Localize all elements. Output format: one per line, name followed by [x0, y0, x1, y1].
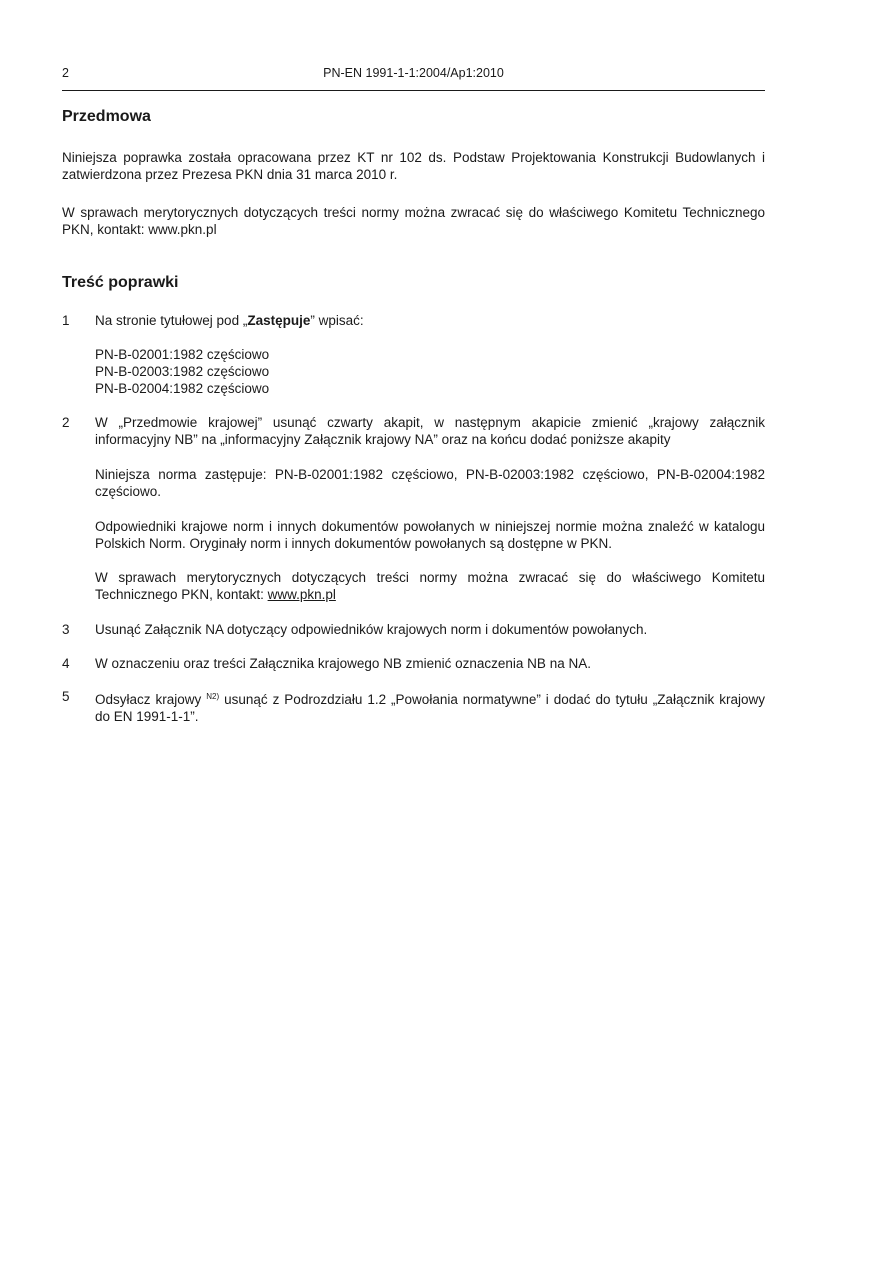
page-header: [62, 66, 765, 86]
pkn-link[interactable]: www.pkn.pl: [267, 587, 336, 602]
replaced-standards-list: [95, 346, 765, 397]
list-item: PN-B-02001:1982 częściowo: [95, 347, 270, 362]
list-item: PN-B-02004:1982 częściowo: [95, 381, 270, 396]
item-text: W „Przedmowie krajowej” usunąć czwarty akapit, w następnym akapicie zmienić „krajowy załącznik informacyjny NB” na „informacyjny Załącznik krajowy NA” oraz na końcu dodać poniższe akapity: [95, 415, 765, 447]
item-number: 4: [62, 656, 70, 671]
item-number: 5: [62, 689, 70, 704]
item-text: W oznaczeniu oraz treści Załącznika krajowego NB zmienić oznaczenia NB na NA.: [95, 656, 591, 671]
item-text-part: usunąć z Podrozdziału 1.2 „Powołania normatywne” i dodać do tytułu „Załącznik krajowy do EN 1991-1-1”.: [95, 692, 765, 724]
item-number: 2: [62, 415, 70, 430]
page-number: 2: [62, 66, 69, 80]
item-number: 3: [62, 622, 70, 637]
list-item: PN-B-02003:1982 częściowo: [95, 364, 270, 379]
item-text-part: Odsyłacz krajowy: [95, 692, 207, 707]
added-paragraph-3: [95, 569, 765, 603]
added-paragraph-1: Niniejsza norma zastępuje: PN-B-02001:1982 częściowo, PN-B-02003:1982 częściowo, PN-B-02004:1982 częściowo.: [95, 467, 765, 499]
item-text: [95, 688, 765, 725]
paragraph-text: W sprawach merytorycznych dotyczących treści normy można zwracać się do właściwego Komitetu Technicznego PKN, kontakt:: [95, 570, 765, 602]
foreword-title: Przedmowa: [62, 108, 151, 125]
item-text-bold: Zastępuje: [247, 313, 311, 328]
item-number: 1: [62, 313, 70, 328]
content-title: Treść poprawki: [62, 274, 179, 291]
added-paragraph-2: Odpowiedniki krajowe norm i innych dokumentów powołanych w niniejszej normie można znaleźć w katalogu Polskich Norm. Oryginały norm i innych dokumentów powołanych są dostępne w PKN.: [95, 519, 765, 551]
footnote-reference: N2): [206, 692, 220, 701]
item-text-part: Na stronie tytułowej pod „: [95, 313, 248, 328]
document-id: PN-EN 1991-1-1:2004/Ap1:2010: [323, 66, 504, 80]
header-divider: [62, 90, 765, 91]
item-text: [95, 312, 765, 329]
foreword-paragraph-2: W sprawach merytorycznych dotyczących treści normy można zwracać się do właściwego Komitetu Technicznego PKN, kontakt: www.pkn.pl: [62, 205, 765, 237]
item-text: Usunąć Załącznik NA dotyczący odpowiedników krajowych norm i dokumentów powołanych.: [95, 622, 648, 637]
item-text-part: ” wpisać:: [310, 313, 364, 328]
foreword-paragraph-1: Niniejsza poprawka została opracowana przez KT nr 102 ds. Podstaw Projektowania Konstrukcji Budowlanych i zatwierdzona przez Prezesa PKN dnia 31 marca 2010 r.: [62, 150, 765, 182]
